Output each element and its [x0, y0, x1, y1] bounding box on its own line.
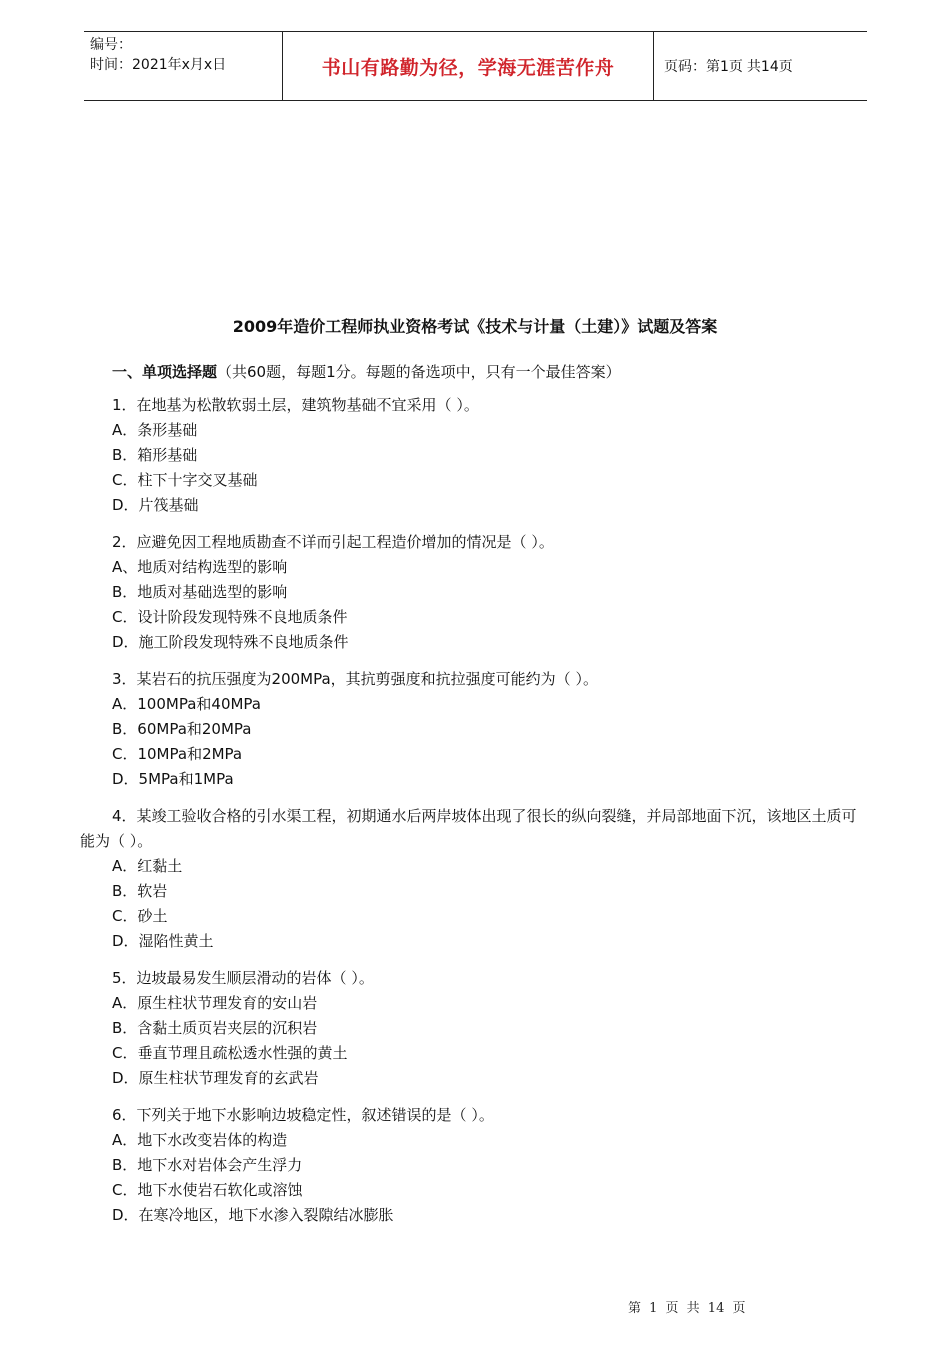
- question-option: C．10MPa和2MPa: [112, 745, 243, 763]
- question-stem: 4．某竣工验收合格的引水渠工程，初期通水后两岸坡体出现了很长的纵向裂缝，并局部地面下沉，该地区土质可能为（ ）。: [80, 807, 857, 850]
- question-option: B．地质对基础选型的影响: [112, 583, 288, 601]
- header-time-label: 时间：2021年x月x日: [90, 57, 227, 73]
- question-stem: 2．应避免因工程地质勘查不详而引起工程造价增加的情况是（ ）。: [112, 533, 554, 551]
- section-note: （共60题，每题1分。每题的备选项中，只有一个最佳答案）: [217, 363, 621, 381]
- header-page-label: 页码：第1页: [664, 59, 743, 75]
- question-option: D．在寒冷地区，地下水渗入裂隙结冰膨胀: [112, 1206, 394, 1224]
- question-option: B．含黏土质页岩夹层的沉积岩: [112, 1019, 318, 1037]
- question-option: A．地下水改变岩体的构造: [112, 1131, 288, 1149]
- section-heading-line: [80, 360, 870, 384]
- question-option: D．片筏基础: [112, 496, 199, 514]
- question-option: A、地质对结构选型的影响: [112, 558, 288, 576]
- question-stem: 5．边坡最易发生顺层滑动的岩体（ ）。: [112, 969, 374, 987]
- question-option: D．原生柱状节理发育的玄武岩: [112, 1069, 319, 1087]
- question-option: C．垂直节理且疏松透水性强的黄土: [112, 1044, 348, 1062]
- document-body: [80, 360, 870, 1240]
- question-option: C．砂土: [112, 907, 168, 925]
- question-option: A．红黏土: [112, 857, 183, 875]
- question-option: A．条形基础: [112, 421, 198, 439]
- document-title: 2009年造价工程师执业资格考试《技术与计量（土建）》试题及答案: [232, 317, 718, 336]
- header-total-label: 共14页: [746, 59, 793, 75]
- question-1: [80, 393, 870, 518]
- question-3: [80, 667, 870, 792]
- page-footer: 第 1 页 共 14 页: [628, 1301, 746, 1316]
- question-option: D．湿陷性黄土: [112, 932, 214, 950]
- question-option: C．设计阶段发现特殊不良地质条件: [112, 608, 348, 626]
- section-heading: 一、单项选择题: [112, 363, 218, 381]
- question-option: A．100MPa和40MPa: [112, 695, 261, 713]
- question-option: B．软岩: [112, 882, 168, 900]
- question-option: D．施工阶段发现特殊不良地质条件: [112, 633, 349, 651]
- header-page-info: [654, 32, 867, 100]
- question-6: [80, 1103, 870, 1228]
- header-motto: 书山有路勤为径，学海无涯苦作舟: [321, 56, 615, 79]
- question-option: D．5MPa和1MPa: [112, 770, 234, 788]
- question-2: [80, 530, 870, 655]
- header-motto-cell: [283, 32, 654, 100]
- page-header: [84, 31, 867, 101]
- question-option: A．原生柱状节理发育的安山岩: [112, 994, 318, 1012]
- question-5: [80, 966, 870, 1091]
- question-option: B．箱形基础: [112, 446, 198, 464]
- question-option: C．地下水使岩石软化或溶蚀: [112, 1181, 303, 1199]
- header-number-label: 编号：: [90, 37, 132, 53]
- question-option: C．柱下十字交叉基础: [112, 471, 258, 489]
- question-option: B．地下水对岩体会产生浮力: [112, 1156, 303, 1174]
- question-4: [80, 804, 870, 954]
- question-stem: 6．下列关于地下水影响边坡稳定性，叙述错误的是（ ）。: [112, 1106, 494, 1124]
- question-option: B．60MPa和20MPa: [112, 720, 252, 738]
- question-stem: 3．某岩石的抗压强度为200MPa，其抗剪强度和抗拉强度可能约为（ ）。: [112, 670, 598, 688]
- question-stem: 1．在地基为松散软弱土层，建筑物基础不宜采用（ ）。: [112, 396, 479, 414]
- header-meta: [84, 32, 283, 100]
